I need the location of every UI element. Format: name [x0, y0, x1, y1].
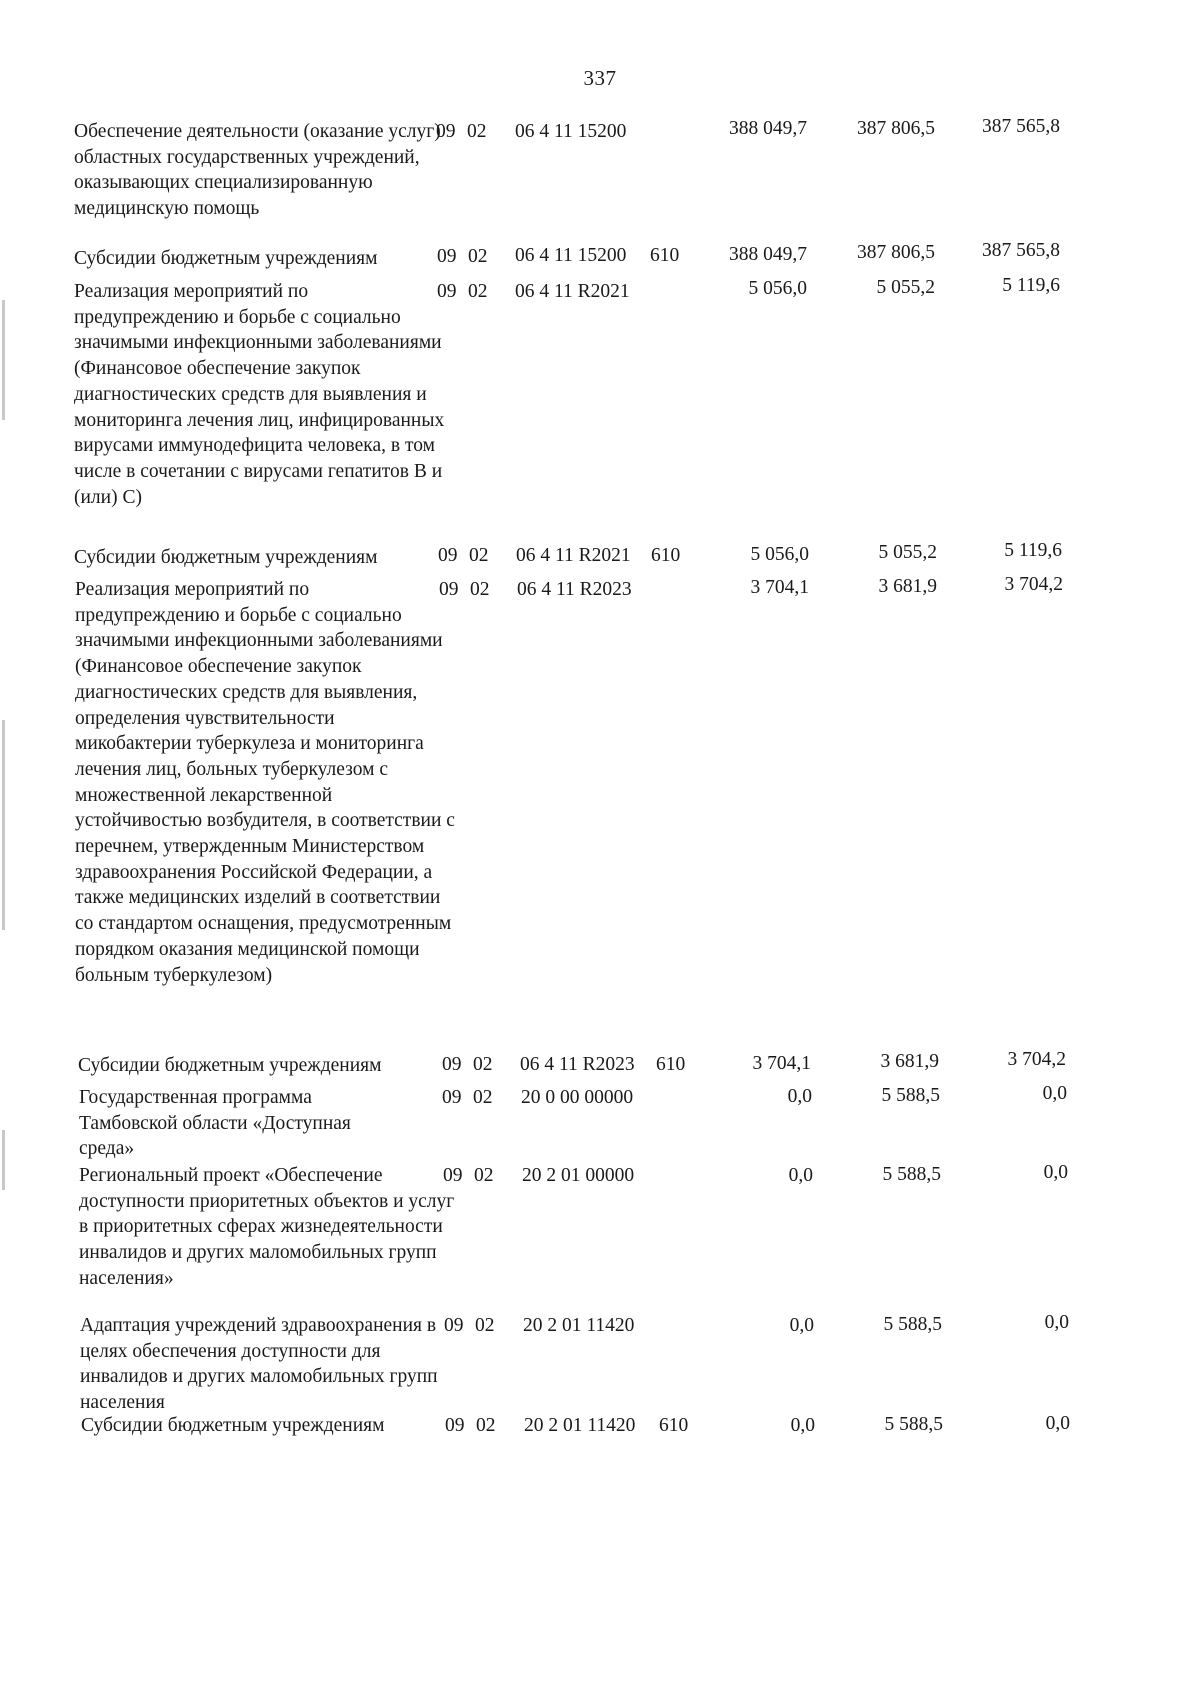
row-section-code: 09 — [442, 1054, 462, 1075]
row-amount-year3: 3 704,2 — [1007, 1049, 1066, 1070]
row-section-code: 09 — [445, 1415, 465, 1436]
row-amount-year2: 387 806,5 — [857, 242, 935, 263]
row-amount-year1: 0,0 — [790, 1415, 815, 1436]
row-target-article: 06 4 11 15200 — [515, 121, 627, 142]
row-amount-year3: 387 565,8 — [982, 240, 1060, 261]
row-amount-year1: 388 049,7 — [729, 118, 807, 139]
row-amount-year2: 5 588,5 — [882, 1164, 941, 1185]
row-amount-year3: 5 119,6 — [1002, 275, 1060, 296]
row-amount-year1: 0,0 — [788, 1165, 813, 1186]
row-target-article: 06 4 11 15200 — [515, 245, 627, 266]
row-target-article: 06 4 11 R2023 — [517, 579, 632, 600]
row-amount-year2: 5 055,2 — [876, 277, 935, 298]
row-subsection-code: 02 — [469, 545, 489, 566]
row-section-code: 09 — [442, 1087, 462, 1108]
row-name: Государственная программа Тамбовской области «Доступная среда» — [79, 1087, 351, 1160]
row-name: Региональный проект «Обеспечение доступности приоритетных объектов и услуг в приоритетных сферах жизнедеятельности инвалидов и других маломобильных групп населения» — [79, 1165, 455, 1289]
row-amount-year1: 0,0 — [789, 1315, 814, 1336]
row-subsection-code: 02 — [475, 1315, 495, 1336]
row-amount-year1: 3 704,1 — [750, 577, 809, 598]
row-amount-year3: 0,0 — [1045, 1413, 1070, 1434]
row-amount-year3: 0,0 — [1044, 1312, 1069, 1333]
row-name: Субсидии бюджетным учреждениям — [81, 1415, 385, 1436]
row-target-article: 20 2 01 00000 — [522, 1165, 635, 1186]
row-section-code: 09 — [444, 1315, 464, 1336]
row-amount-year1: 3 704,1 — [752, 1053, 811, 1074]
row-target-article: 06 4 11 R2023 — [520, 1054, 635, 1075]
row-subsection-code: 02 — [476, 1415, 496, 1436]
row-target-article: 20 0 00 00000 — [521, 1087, 634, 1108]
row-amount-year2: 5 055,2 — [878, 542, 937, 563]
row-name: Реализация мероприятий по предупреждению и борьбе с социально значимыми инфекционными заболеваниями (Финансовое обеспечение закупок диагностических средств для выявления и мониторинга лечения лиц, инфицированных вирусами иммунодефицита человека, в том числе в сочетании с вирусами гепатитов В и (или) С) — [74, 281, 445, 508]
row-section-code: 09 — [437, 281, 457, 302]
row-section-code: 09 — [437, 246, 457, 267]
row-subsection-code: 02 — [470, 579, 490, 600]
row-target-article: 06 4 11 R2021 — [516, 545, 631, 566]
row-expense-type: 610 — [650, 245, 680, 266]
row-name: Субсидии бюджетным учреждениям — [74, 248, 378, 269]
row-name: Обеспечение деятельности (оказание услуг) областных государственных учреждений, оказывающих специализированную медицинскую помощь — [74, 121, 441, 220]
row-section-code: 09 — [443, 1165, 463, 1186]
row-amount-year3: 0,0 — [1043, 1162, 1068, 1183]
row-amount-year3: 0,0 — [1042, 1083, 1067, 1104]
row-amount-year1: 0,0 — [787, 1086, 812, 1107]
row-amount-year2: 387 806,5 — [857, 118, 935, 139]
row-amount-year1: 388 049,7 — [729, 244, 807, 265]
row-section-code: 09 — [438, 545, 458, 566]
row-target-article: 20 2 01 11420 — [523, 1315, 635, 1336]
row-amount-year3: 3 704,2 — [1004, 574, 1063, 595]
row-expense-type: 610 — [659, 1415, 689, 1436]
row-name: Реализация мероприятий по предупреждению и борьбе с социально значимыми инфекционными заболеваниями (Финансовое обеспечение закупок диагностических средств для выявления, определения чувствительности микобактерии туберкулеза и мониторинга лечения лиц, больных туберкулезом с множественной лекарственной устойчивостью возбудителя, в соответствии с перечнем, утвержденным Министерством здравоохранения Российской Федерации, а также медицинских изделий в соответствии со стандартом оснащения, предусмотренным порядком оказания медицинской помощи больным туберкулезом) — [75, 579, 455, 986]
row-subsection-code: 02 — [468, 281, 488, 302]
row-amount-year2: 5 588,5 — [881, 1085, 940, 1106]
row-expense-type: 610 — [656, 1054, 686, 1075]
row-expense-type: 610 — [651, 545, 681, 566]
row-subsection-code: 02 — [473, 1087, 493, 1108]
row-target-article: 06 4 11 R2021 — [515, 281, 630, 302]
row-amount-year3: 5 119,6 — [1004, 540, 1062, 561]
row-section-code: 09 — [439, 579, 459, 600]
row-target-article: 20 2 01 11420 — [524, 1415, 636, 1436]
row-amount-year1: 5 056,0 — [750, 544, 809, 565]
row-amount-year3: 387 565,8 — [982, 116, 1060, 137]
row-subsection-code: 02 — [473, 1054, 493, 1075]
page-number: 337 — [583, 66, 617, 90]
row-section-code: 09 — [436, 121, 456, 142]
row-name: Субсидии бюджетным учреждениям — [74, 547, 378, 568]
row-amount-year2: 3 681,9 — [878, 576, 937, 597]
row-amount-year2: 5 588,5 — [884, 1414, 943, 1435]
row-subsection-code: 02 — [467, 121, 487, 142]
row-amount-year2: 3 681,9 — [880, 1051, 939, 1072]
row-amount-year2: 5 588,5 — [883, 1314, 942, 1335]
row-name: Субсидии бюджетным учреждениям — [78, 1055, 382, 1076]
row-amount-year1: 5 056,0 — [748, 278, 807, 299]
row-subsection-code: 02 — [474, 1165, 494, 1186]
row-name: Адаптация учреждений здравоохранения в целях обеспечения доступности для инвалидов и других маломобильных групп населения — [80, 1315, 438, 1414]
row-subsection-code: 02 — [468, 246, 488, 267]
